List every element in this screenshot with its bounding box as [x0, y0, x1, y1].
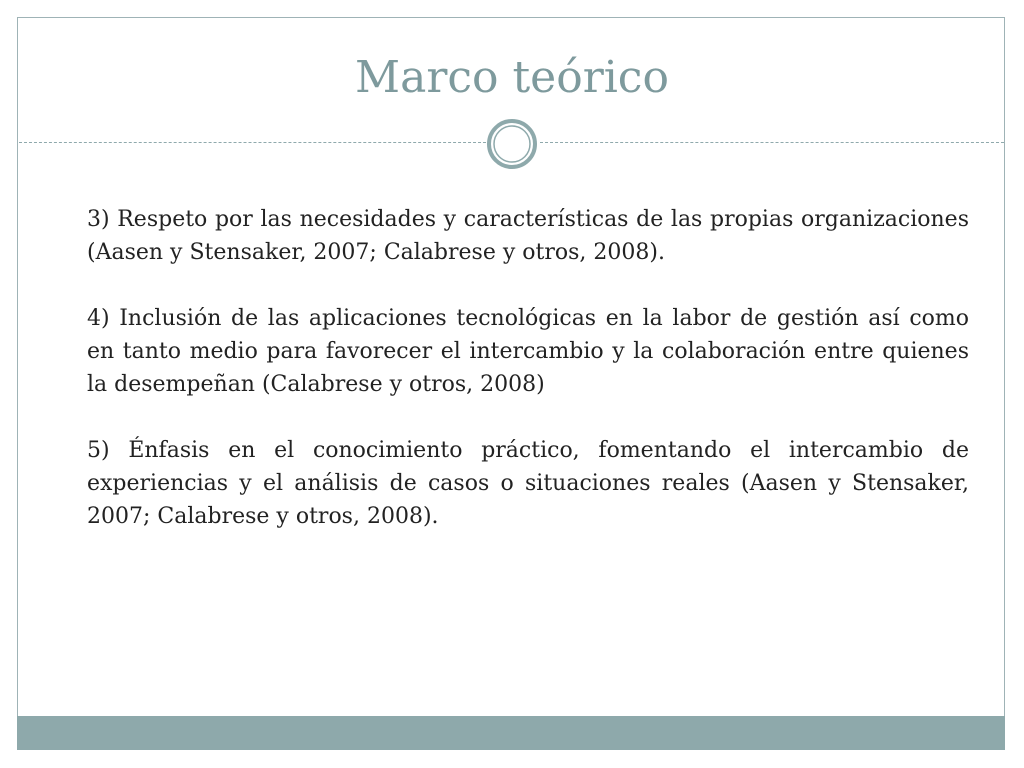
slide-body	[87, 203, 969, 566]
paragraph-item-5: 5) Énfasis en el conocimiento práctico, fomentando el intercambio de experiencias y el análisis de casos o situaciones reales (Aasen y Stensaker, 2007; Calabrese y otros, 2008).	[87, 438, 969, 529]
paragraph-item-3: 3) Respeto por las necesidades y características de las propias organizaciones (Aasen y Stensaker, 2007; Calabrese y otros, 2008).	[87, 207, 969, 265]
title-divider-right	[540, 142, 1004, 143]
title-divider-left	[19, 142, 486, 143]
paragraph-item-4: 4) Inclusión de las aplicaciones tecnológicas en la labor de gestión así como en tanto medio para favorecer el intercambio y la colaboración entre quienes la desempeñan (Calabrese y otros, 2008)	[87, 306, 969, 397]
slide-title: Marco teórico	[355, 52, 669, 103]
footer-band	[17, 716, 1005, 750]
circle-ornament-icon	[485, 117, 539, 171]
